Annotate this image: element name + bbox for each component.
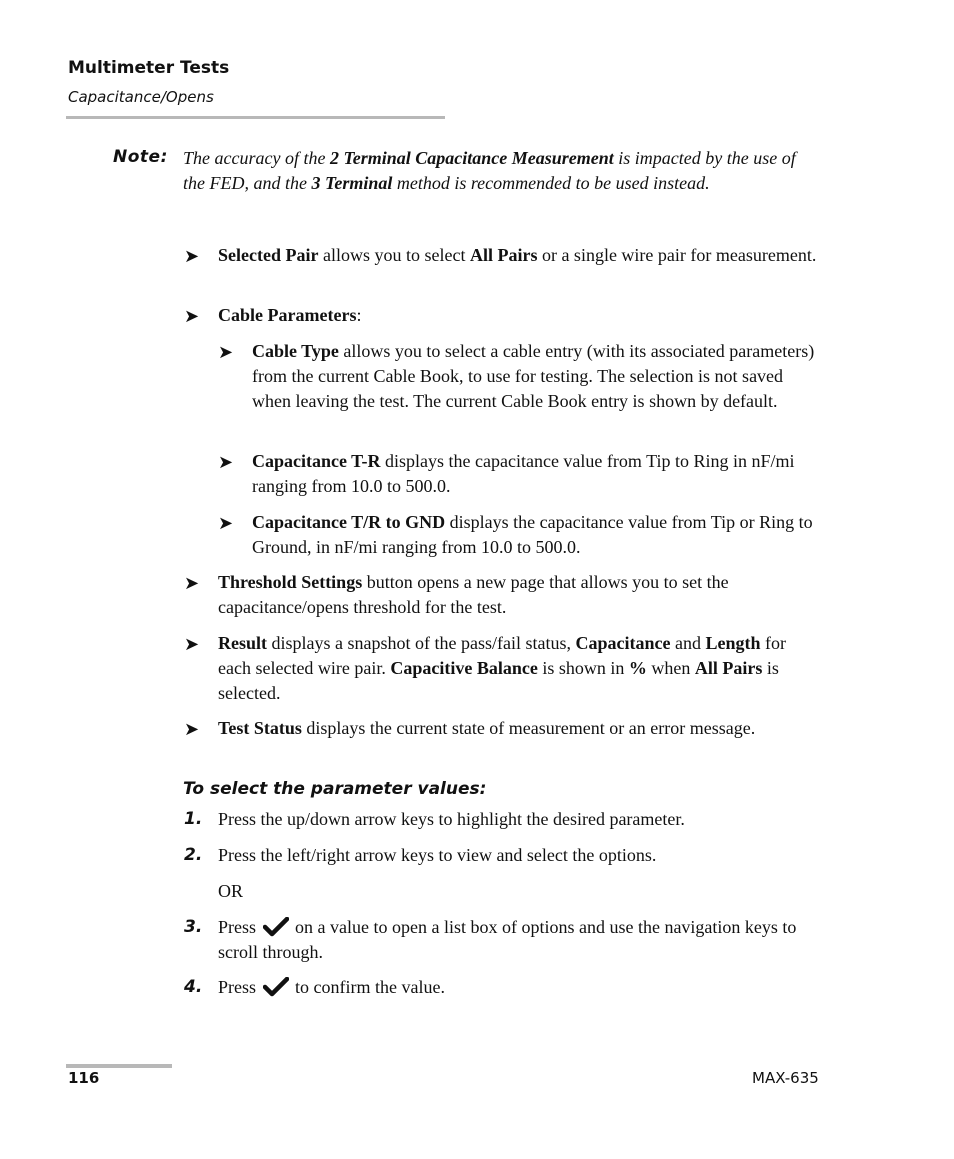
sub-bullet-cable-type: Cable Type allows you to select a cable entry (with its associated parameters) from the current Cable Book, to use for testing. The selection is not saved when leaving the test. The current Cable Book entry is shown by default. — [252, 341, 815, 411]
document-id: MAX-635 — [752, 1069, 819, 1087]
step-number: 3. — [184, 917, 203, 937]
sub-bullet-capacitance-trg: Capacitance T/R to GND displays the capacitance value from Tip or Ring to Ground, in nF/mi ranging from 10.0 to 500.0. — [252, 512, 813, 557]
step-3-text: Press on a value to open a list box of options and use the navigation keys to scroll through. — [218, 917, 797, 962]
bullet-test-status: Test Status displays the current state of measurement or an error message. — [218, 718, 756, 738]
step-number: 2. — [184, 845, 203, 865]
section-subtitle: Capacitance/Opens — [68, 88, 214, 106]
sub-bullet-arrow-icon: ➤ — [218, 452, 234, 472]
bullet-arrow-icon: ➤ — [184, 573, 200, 593]
sub-bullet-arrow-icon: ➤ — [218, 513, 234, 533]
checkmark-icon — [263, 917, 289, 937]
procedure-heading: To select the parameter values: — [183, 779, 487, 799]
page-number: 116 — [68, 1069, 100, 1087]
step-number: 1. — [184, 809, 203, 829]
section-title: Multimeter Tests — [68, 58, 230, 78]
bullet-cable-parameters: Cable Parameters: — [218, 305, 362, 325]
or-text: OR — [218, 881, 244, 901]
bullet-arrow-icon: ➤ — [184, 306, 200, 326]
bullet-arrow-icon: ➤ — [184, 634, 200, 654]
step-number: 4. — [184, 977, 203, 997]
bullet-arrow-icon: ➤ — [184, 719, 200, 739]
footer-divider — [66, 1064, 172, 1068]
step-4-text: Press to confirm the value. — [218, 977, 445, 997]
step-2-text: Press the left/right arrow keys to view and select the options. — [218, 845, 657, 865]
step-1-text: Press the up/down arrow keys to highlight the desired parameter. — [218, 809, 685, 829]
checkmark-icon — [263, 977, 289, 997]
sub-bullet-capacitance-tr: Capacitance T-R displays the capacitance value from Tip to Ring in nF/mi ranging from 10.0 to 500.0. — [252, 451, 795, 496]
bullet-arrow-icon: ➤ — [184, 246, 200, 266]
header-divider — [66, 116, 445, 119]
note-label: Note: — [113, 147, 168, 167]
bullet-result: Result displays a snapshot of the pass/fail status, Capacitance and Length for each selected wire pair. Capacitive Balance is shown in % when All Pairs is selected. — [218, 633, 786, 703]
bullet-selected-pair: Selected Pair allows you to select All Pairs or a single wire pair for measurement. — [218, 245, 817, 265]
note-text: The accuracy of the 2 Terminal Capacitance Measurement is impacted by the use of the FED, and the 3 Terminal method is recommended to be used instead. — [183, 148, 796, 193]
sub-bullet-arrow-icon: ➤ — [218, 342, 234, 362]
bullet-threshold-settings: Threshold Settings button opens a new page that allows you to set the capacitance/opens threshold for the test. — [218, 572, 729, 617]
